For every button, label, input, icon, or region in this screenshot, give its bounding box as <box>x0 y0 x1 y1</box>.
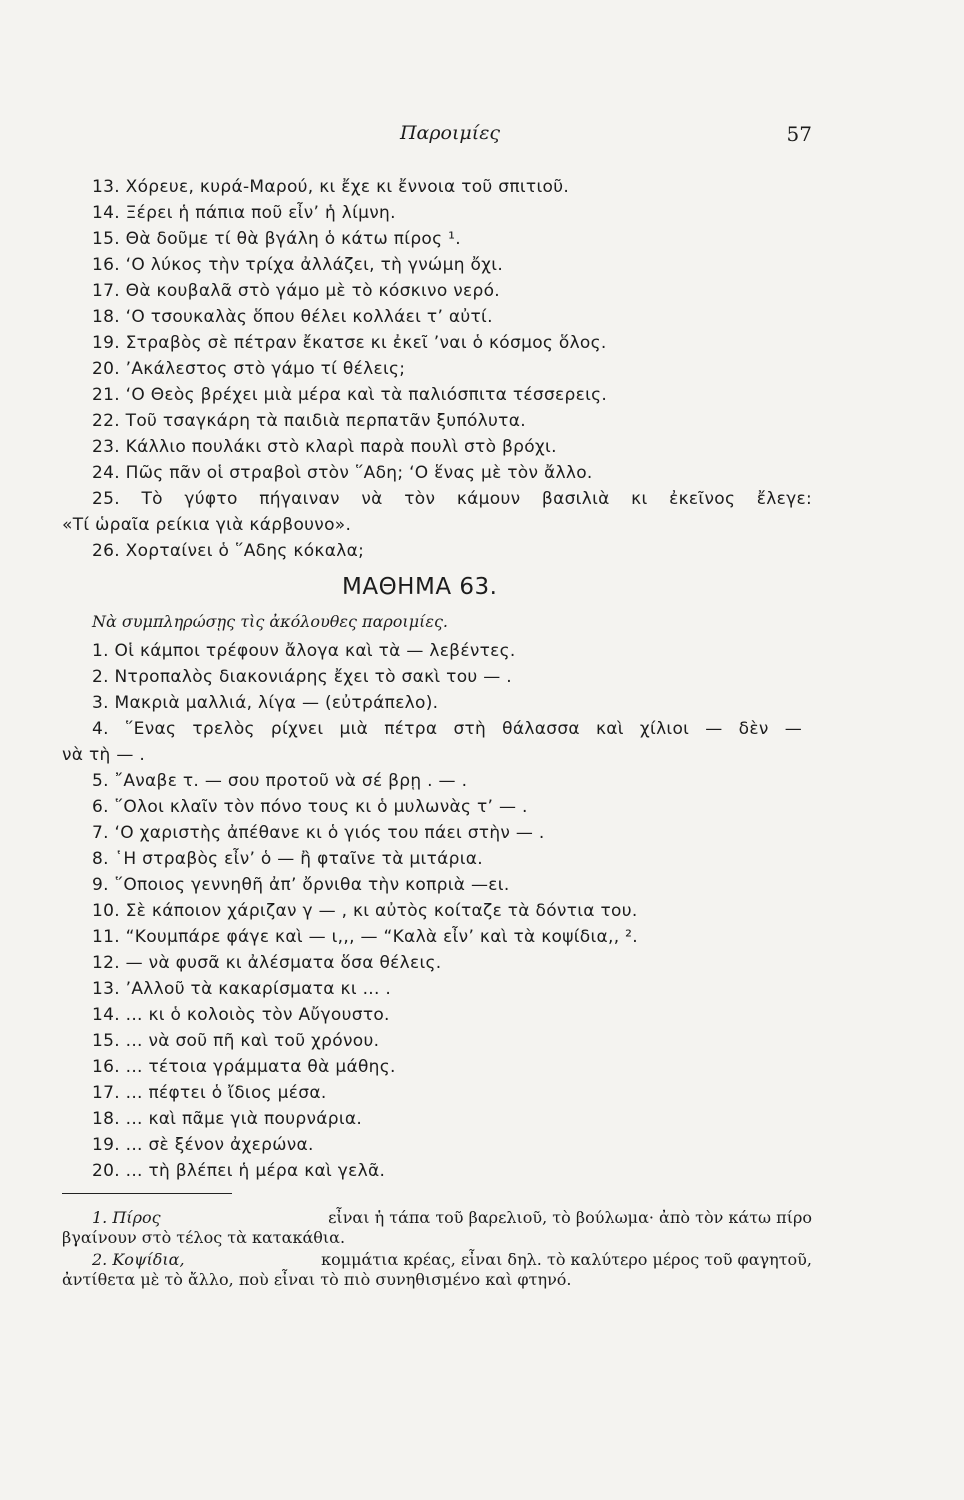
proverb-line: 25. Τὸ γύφτο πήγαιναν νὰ τὸν κάμουν βασιλιὰ κι ἐκεῖνος ἔλεγε: <box>92 489 812 509</box>
proverb-line: 16. ‘Ο λύκος τὴν τρίχα ἀλλάζει, τὴ γνώμη ὄχι. <box>92 255 504 275</box>
exercise-item: 6. ῞Ολοι κλαῖν τὸν πόνο τους κι ὁ μυλωνὰς τ’ — . <box>92 797 528 817</box>
exercise-item: 3. Μακριὰ μαλλιά, λίγα — (εὐτράπελο). <box>92 693 439 713</box>
footnote-2-line-2: ἀντίθετα μὲ τὸ ἄλλο, ποὺ εἶναι τὸ πιὸ συνηθισμένο καὶ φτηνό. <box>62 1270 572 1289</box>
exercise-item-continuation: νὰ τὴ — . <box>62 745 146 765</box>
exercise-item: 8. ῾Η στραβὸς εἶν’ ὁ — ἢ φταῖνε τὰ μιτάρια. <box>92 849 483 869</box>
footnote-2-term: 2. Κοψίδια, <box>92 1250 185 1269</box>
exercise-item: 14. ... κι ὁ κολοιὸς τὸν Αὔγουστο. <box>92 1005 390 1025</box>
exercise-item: 2. Ντροπαλὸς διακονιάρης ἔχει τὸ σακὶ του — . <box>92 667 512 687</box>
proverb-line: 22. Τοῦ τσαγκάρη τὰ παιδιὰ περπατᾶν ξυπόλυτα. <box>92 411 526 431</box>
footnote-2-text: κομμάτια κρέας, εἶναι δηλ. τὸ καλύτερο μέρος τοῦ φαγητοῦ, <box>321 1250 812 1269</box>
exercise-item: 7. ‘Ο χαριστὴς ἀπέθανε κι ὁ γιός του πάει στὴν — . <box>92 823 545 843</box>
exercise-item: 17. ... πέφτει ὁ ἴδιος μέσα. <box>92 1083 327 1103</box>
footnote-1-term: 1. Πίρος <box>92 1208 161 1227</box>
page-header-title: Παροιμίες <box>399 122 501 144</box>
exercise-item: 20. ... τὴ βλέπει ἡ μέρα καὶ γελᾶ. <box>92 1161 386 1181</box>
exercise-item: 10. Σὲ κάποιον χάριζαν γ — , κι αὐτὸς κοίταζε τὰ δόντια του. <box>92 901 638 921</box>
footnote-rule <box>62 1193 232 1194</box>
exercise-item: 5. ῎Αναβε τ. — σου προτοῦ νὰ σέ βρῃ . — . <box>92 771 468 791</box>
proverb-line: 15. Θὰ δοῦμε τί θὰ βγάλη ὁ κάτω πίρος ¹. <box>92 229 461 249</box>
proverb-line: 14. Ξέρει ἡ πάπια ποῦ εἶν’ ἡ λίμνη. <box>92 203 396 223</box>
exercise-item: 19. ... σὲ ξένον ἀχερώνα. <box>92 1135 314 1155</box>
exercise-item: 11. “Κουμπάρε φάγε καὶ — ι,,, — “Καλὰ εἶν’ καὶ τὰ κοψίδια,, ². <box>92 927 638 947</box>
footnote-1-text: εἶναι ἡ τάπα τοῦ βαρελιοῦ, τὸ βούλωμα· ἀπὸ τὸν κάτω πίρο <box>328 1208 812 1227</box>
exercise-item: 1. Οἱ κάμποι τρέφουν ἄλογα καὶ τὰ — λεβέντες. <box>92 641 516 661</box>
proverb-line: 13. Χόρευε, κυρά-Μαρού, κι ἔχε κι ἔννοια τοῦ σπιτιοῦ. <box>92 177 570 197</box>
footnote-1-line-1 <box>92 1208 812 1228</box>
proverb-line-continuation: «Τί ὡραῖα ρείκια γιὰ κάρβουνο». <box>62 515 352 535</box>
page-number: 57 <box>786 122 812 146</box>
proverb-line: 21. ‘Ο Θεὸς βρέχει μιὰ μέρα καὶ τὰ παλιόσπιτα τέσσερεις. <box>92 385 608 405</box>
proverb-line: 19. Στραβὸς σὲ πέτραν ἔκατσε κι ἐκεῖ ’ναι ὁ κόσμος ὅλος. <box>92 333 607 353</box>
exercise-item: 16. ... τέτοια γράμματα θὰ μάθης. <box>92 1057 396 1077</box>
exercise-item: 9. ῞Οποιος γεννηθῆ ἀπ’ ὄρνιθα τὴν κοπριὰ —ει. <box>92 875 510 895</box>
exercise-item: 12. — νὰ φυσᾶ κι ἀλέσματα ὅσα θέλεις. <box>92 953 442 973</box>
lesson-title: ΜΑΘΗΜΑ 63. <box>342 574 498 600</box>
exercise-item: 13. ’Αλλοῦ τὰ κακαρίσματα κι ... . <box>92 979 392 999</box>
proverb-line: 23. Κάλλιο πουλάκι στὸ κλαρὶ παρὰ πουλὶ στὸ βρόχι. <box>92 437 557 457</box>
lesson-instruction: Νὰ συμπληρώσῃς τὶς ἀκόλουθες παροιμίες. <box>92 612 448 631</box>
proverb-line: 20. ’Ακάλεστος στὸ γάμο τί θέλεις; <box>92 359 406 379</box>
footnote-1-line-2: βγαίνουν στὸ τέλος τὰ κατακάθια. <box>62 1228 346 1247</box>
exercise-item: 18. ... καὶ πᾶμε γιὰ πουρνάρια. <box>92 1109 363 1129</box>
proverb-line: 18. ‘Ο τσουκαλὰς ὅπου θέλει κολλάει τ’ αὐτί. <box>92 307 493 327</box>
proverb-line: 17. Θὰ κουβαλᾶ στὸ γάμο μὲ τὸ κόσκινο νερό. <box>92 281 501 301</box>
proverb-line: 26. Χορταίνει ὁ ῞Αδης κόκαλα; <box>92 541 365 561</box>
exercise-item: 15. ... νὰ σοῦ πῆ καὶ τοῦ χρόνου. <box>92 1031 380 1051</box>
exercise-item: 4. ῞Ενας τρελὸς ρίχνει μιὰ πέτρα στὴ θάλασσα καὶ χίλιοι — δὲν — <box>92 719 802 739</box>
footnote-2-line-1 <box>92 1250 812 1270</box>
proverb-line: 24. Πῶς πᾶν οἱ στραβοὶ στὸν ῞Αδη; ‘Ο ἕνας μὲ τὸν ἄλλο. <box>92 463 593 483</box>
running-head <box>0 122 964 152</box>
